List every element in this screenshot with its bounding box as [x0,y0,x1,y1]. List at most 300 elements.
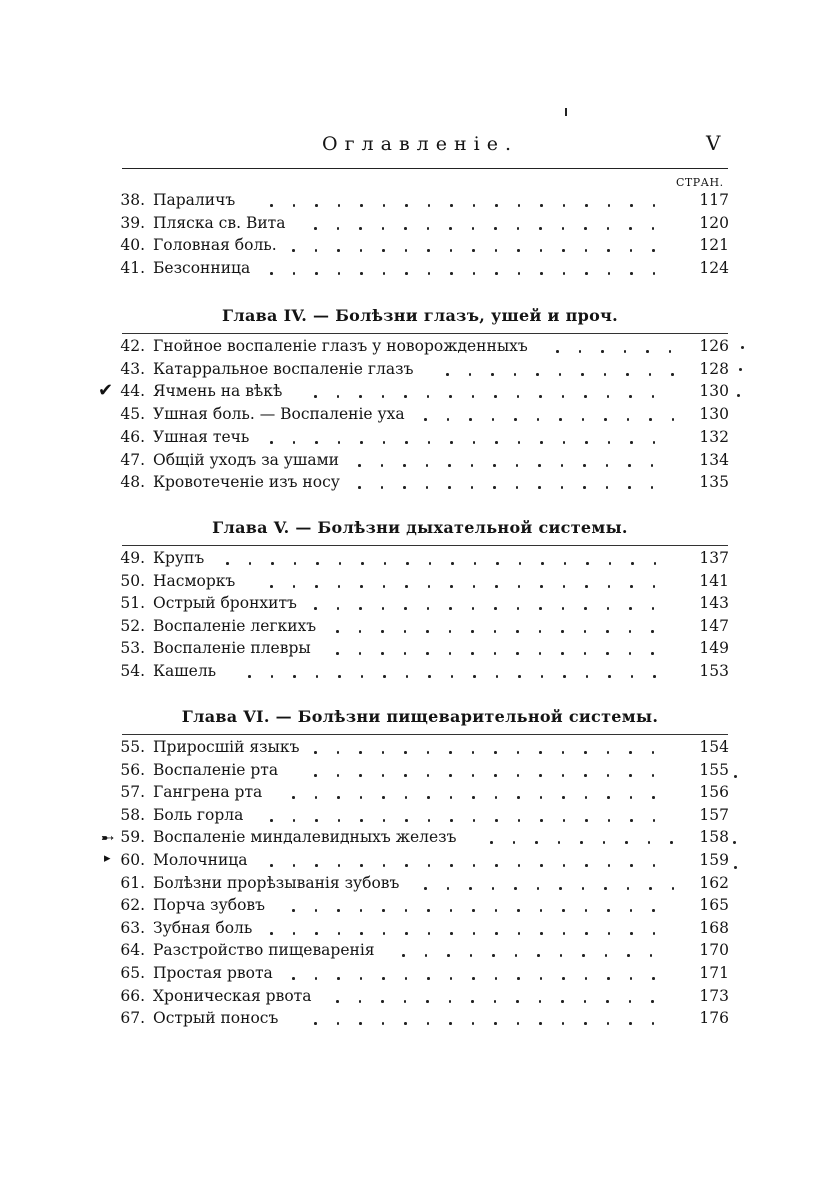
entry-title: Насморкъ [153,572,236,590]
leader-dot [404,1022,407,1025]
entry-number: 58. [120,806,145,824]
leader-dot [517,751,520,754]
leader-dot [630,796,633,799]
leader-dot [382,249,385,252]
leader-dot [494,1000,497,1003]
leader-dot [586,562,589,565]
margin-speck [737,394,740,397]
leader-dot [382,751,385,754]
leader-dot [402,954,405,957]
entry-title: Гнойное воспаленіе глазъ у новорожденныхъ [153,337,528,355]
leader-dot [495,441,498,444]
leader-dot [293,585,296,588]
leader-dot [405,272,408,275]
leader-dot [518,932,521,935]
leader-dot [449,607,452,610]
leader-dot [537,418,540,421]
entry-number: 42. [120,337,145,355]
toc-entry [0,826,840,848]
leader-dot [450,272,453,275]
leader-dot [607,977,610,980]
toc-entry [0,380,840,402]
leader-dot [472,249,475,252]
leader-dot [450,585,453,588]
leader-dot [382,909,385,912]
leader-dot [404,652,407,655]
leader-dot [337,1022,340,1025]
leader-dots [0,736,678,758]
leader-dot [360,441,363,444]
leader-dot [383,272,386,275]
leader-dot [381,486,384,489]
leader-dot [473,585,476,588]
leader-dot [629,751,632,754]
leader-dot [360,932,363,935]
entry-number: 46. [120,428,145,446]
leader-dot [646,350,649,353]
leader-dot [562,796,565,799]
leader-dot [249,562,252,565]
leader-dot [579,350,582,353]
leader-dot [493,486,496,489]
leader-dots [0,257,678,279]
entry-title: Катарральное воспаленіе глазъ [153,360,414,378]
toc-entry [0,849,840,871]
leader-dot [383,585,386,588]
toc-entry [0,189,840,211]
leader-dot [428,864,431,867]
leader-dot [495,272,498,275]
leader-dots [0,849,678,871]
leader-dot [584,1000,587,1003]
leader-dot [359,1000,362,1003]
leader-dot [584,774,587,777]
leader-dot [315,819,318,822]
entry-title: Воспаленіе миндалевидныхъ железъ [153,828,457,846]
margin-speck [741,346,744,349]
leader-dot [471,652,474,655]
leader-dot [450,819,453,822]
leader-dot [337,796,340,799]
leader-dot [629,1022,632,1025]
leader-dot [271,675,274,678]
leader-dot [672,418,675,421]
leader-dot [653,441,656,444]
leader-dot [495,796,498,799]
leader-dot [585,796,588,799]
leader-dot [517,796,520,799]
leader-dot [629,652,632,655]
entry-page: 121 [699,236,729,254]
leader-dot [582,418,585,421]
leader-dot [630,441,633,444]
leader-dot [428,932,431,935]
leader-dot [626,373,629,376]
leader-dot [518,585,521,588]
leader-dot [560,954,563,957]
entry-number: 63. [120,919,145,937]
leader-dot [561,630,564,633]
leader-dot [469,887,472,890]
leader-dot [516,486,519,489]
entry-page: 154 [699,738,729,756]
leader-dot [315,441,318,444]
leader-dot [562,774,565,777]
entry-number: 52. [120,617,145,635]
leader-dot [405,796,408,799]
leader-dot [563,864,566,867]
leader-dot [517,395,520,398]
leader-dot [539,630,542,633]
leader-dot [449,1022,452,1025]
entry-page: 132 [699,428,729,446]
entry-page: 134 [699,451,729,469]
leader-dots [0,985,678,1007]
leader-dot [604,418,607,421]
entry-page: 176 [699,1009,729,1027]
leader-dot [359,751,362,754]
leader-dot [449,1000,452,1003]
leader-dot [428,204,431,207]
leader-dot [630,249,633,252]
entry-title: Безсонница [153,259,251,277]
entry-number: 54. [120,662,145,680]
leader-dot [360,796,363,799]
leader-dot [585,864,588,867]
leader-dot [582,887,585,890]
leader-dot [561,486,564,489]
leader-dot [585,585,588,588]
leader-dot [518,675,521,678]
leader-dot [447,418,450,421]
leader-dot [607,796,610,799]
leader-dot [653,819,656,822]
leader-dot [404,751,407,754]
leader-dot [540,909,543,912]
entry-title: Воспаленіе плевры [153,639,311,657]
entry-page: 149 [699,639,729,657]
leader-dot [514,418,517,421]
leader-dots [0,660,678,682]
leader-dots [0,637,678,659]
leader-dot [563,441,566,444]
leader-dot [627,418,630,421]
leader-dot [292,909,295,912]
leader-dot [671,373,674,376]
leader-dot [428,819,431,822]
leader-dots [0,804,678,826]
leader-dot [226,562,229,565]
leader-dot [403,486,406,489]
entry-number: 44. [120,382,145,400]
leader-dot [450,932,453,935]
check-mark-icon: ✔ [98,380,114,401]
leader-dot [649,418,652,421]
entry-title: Гангрена рта [153,783,263,801]
leader-dot [517,774,520,777]
entry-page: 117 [699,191,729,209]
leader-dot [536,373,539,376]
leader-dot [625,841,628,844]
leader-dot [426,652,429,655]
leader-dot [630,819,633,822]
leader-dot [403,464,406,467]
leader-dot [338,864,341,867]
leader-dot [405,864,408,867]
leader-dot [559,887,562,890]
leader-dot [607,395,610,398]
leader-dot [471,486,474,489]
leader-dot [607,1022,610,1025]
leader-dot [651,1000,654,1003]
leader-dot [426,630,429,633]
entry-title: Воспаленіе рта [153,761,279,779]
entry-number: 62. [120,896,145,914]
leader-dot [427,774,430,777]
leader-dot [669,350,672,353]
leader-dot [653,585,656,588]
leader-dot [316,675,319,678]
leader-dot [383,819,386,822]
leader-dot [294,562,297,565]
leader-dot [556,350,559,353]
leader-dot [652,249,655,252]
leader-dot [583,486,586,489]
leader-dot [492,887,495,890]
leader-dot [494,630,497,633]
toc-entry [0,471,840,493]
leader-dot [629,774,632,777]
leader-dot [293,864,296,867]
leader-dot [607,774,610,777]
leader-dot [649,887,652,890]
leader-dot [448,486,451,489]
entry-number: 66. [120,987,145,1005]
leader-dot [405,977,408,980]
entry-number: 40. [120,236,145,254]
entry-page: 130 [699,382,729,400]
entry-page: 137 [699,549,729,567]
leader-dot [607,909,610,912]
leader-dot [292,249,295,252]
leader-dot [404,395,407,398]
leader-dot [651,464,654,467]
leader-dot [607,607,610,610]
leader-dot [338,585,341,588]
leader-dot [516,464,519,467]
leader-dot [359,1022,362,1025]
leader-dot [561,1000,564,1003]
leader-dot [405,441,408,444]
leader-dot [473,441,476,444]
entry-page: 168 [699,919,729,937]
leader-dot [518,864,521,867]
leader-dot [428,675,431,678]
leader-dot [248,675,251,678]
leader-dot [382,227,385,230]
leader-dot [649,373,652,376]
leader-dot [469,418,472,421]
leader-dot [537,887,540,890]
leader-dot [653,204,656,207]
entry-number: 51. [120,594,145,612]
leader-dot [630,932,633,935]
entry-title: Пляска св. Вита [153,214,286,232]
leader-dots [0,189,678,211]
leader-dot [359,227,362,230]
leader-dot [338,204,341,207]
header-page-number: V [706,131,721,155]
leader-dot [541,562,544,565]
entry-title: Боль горла [153,806,244,824]
leader-dot [495,909,498,912]
leader-dot [607,227,610,230]
leader-dot [652,1022,655,1025]
leader-dot [494,652,497,655]
leader-dot [608,204,611,207]
leader-dot [608,932,611,935]
leader-dot [540,977,543,980]
entry-number: 43. [120,360,145,378]
leader-dots [0,917,678,939]
leader-dot [652,607,655,610]
leader-dot [539,652,542,655]
entry-title: Разстройство пищеваренія [153,941,375,959]
entry-page: 120 [699,214,729,232]
entry-page: 158 [699,828,729,846]
toc-entry [0,449,840,471]
toc-entry [0,962,840,984]
entry-page: 153 [699,662,729,680]
leader-dot [605,954,608,957]
leader-dot [450,977,453,980]
leader-dot [629,227,632,230]
leader-dot [496,562,499,565]
leader-dot [562,977,565,980]
leader-dot [404,630,407,633]
leader-dot [538,464,541,467]
entry-number: 49. [120,549,145,567]
leader-dot [450,864,453,867]
leader-dot [337,607,340,610]
leader-dot [584,227,587,230]
leader-dot [630,204,633,207]
entry-number: 61. [120,874,145,892]
leader-dot [337,249,340,252]
leader-dot [449,630,452,633]
entry-number: 57. [120,783,145,801]
leader-dot [494,751,497,754]
entry-title: Порча зубовъ [153,896,266,914]
leader-dot [382,395,385,398]
entry-number: 65. [120,964,145,982]
leader-dot [314,395,317,398]
leader-dot [563,932,566,935]
leader-dot [449,774,452,777]
leader-dot [450,441,453,444]
entry-title: Простая рвота [153,964,273,982]
leader-dot [472,607,475,610]
leader-dot [624,350,627,353]
leader-dot [337,774,340,777]
leader-dot [446,373,449,376]
leader-dot [429,562,432,565]
leader-dot [315,977,318,980]
leader-dot [337,395,340,398]
entry-number: 45. [120,405,145,423]
leader-dot [406,562,409,565]
section-rule [122,545,728,546]
leader-dot [540,796,543,799]
leader-dot [448,464,451,467]
leader-dot [630,909,633,912]
leader-dot [447,887,450,890]
leader-dot [494,774,497,777]
leader-dot [427,227,430,230]
leader-dot [270,864,273,867]
leader-dot [314,607,317,610]
leader-dot [650,954,653,957]
leader-dot [518,204,521,207]
leader-dot [608,675,611,678]
leader-dot [562,909,565,912]
leader-dot [583,464,586,467]
entry-title: Ушная боль. — Воспаленіе уха [153,405,405,423]
leader-dot [518,272,521,275]
entry-number: 41. [120,259,145,277]
leader-dots [0,547,678,569]
entry-title: Острый бронхитъ [153,594,297,612]
entry-title: Кровотеченіе изъ носу [153,473,340,491]
leader-dot [315,249,318,252]
leader-dot [535,841,538,844]
entry-number: 59. [120,828,145,846]
leader-dot [427,909,430,912]
leader-dot [585,932,588,935]
leader-dot [608,864,611,867]
leader-dot [539,1000,542,1003]
leader-dot [293,675,296,678]
leader-dot [493,464,496,467]
leader-dot [405,585,408,588]
leader-dot [604,887,607,890]
leader-dot [314,1022,317,1025]
leader-dot [540,585,543,588]
leader-dot [494,395,497,398]
leader-dots [0,234,678,256]
leader-dot [358,486,361,489]
leader-dot [630,585,633,588]
leader-dot [517,607,520,610]
leader-dots [0,615,678,637]
leader-dot [384,562,387,565]
leader-dot [450,796,453,799]
entry-title: Воспаленіе легкихъ [153,617,317,635]
leader-dot [609,562,612,565]
leader-dot [450,204,453,207]
entry-page: 126 [699,337,729,355]
entry-number: 56. [120,761,145,779]
entry-page: 135 [699,473,729,491]
toc-entry [0,615,840,637]
leader-dot [472,227,475,230]
leader-dot [270,441,273,444]
leader-dot [451,675,454,678]
section-rule [122,333,728,334]
leader-dot [427,395,430,398]
leader-dot [428,441,431,444]
entry-number: 64. [120,941,145,959]
